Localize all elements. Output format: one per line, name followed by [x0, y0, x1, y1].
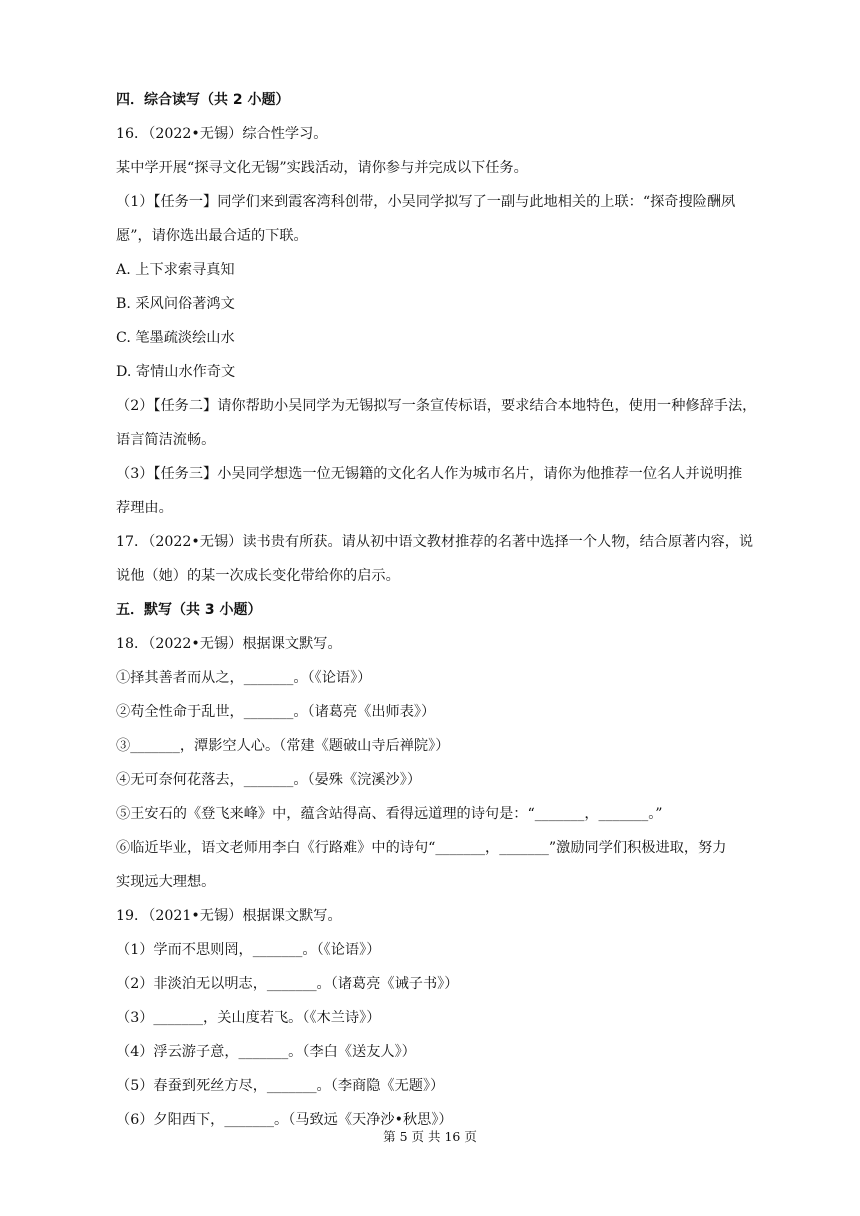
- section-heading-5: 五．默写（共 3 小题）: [116, 602, 262, 618]
- question-17-line2: 说他（她）的某一次成长变化带给你的启示。: [116, 568, 400, 584]
- option-c: C. 笔墨疏淡绘山水: [116, 330, 235, 346]
- question-19-item-3: （3）_______，关山度若飞。（《木兰诗》）: [116, 1010, 381, 1026]
- question-16-intro: 某中学开展“探寻文化无锡”实践活动，请你参与并完成以下任务。: [116, 160, 528, 176]
- question-18-item-6-line2: 实现远大理想。: [116, 874, 216, 890]
- page-footer: 第 5 页 共 16 页: [383, 1129, 477, 1144]
- question-16-task1-line2: 愿”，请你选出最合适的下联。: [116, 228, 308, 244]
- question-19-item-4: （4）浮云游子意，_______。（李白《送友人》）: [116, 1044, 416, 1060]
- question-18-item-5: ⑤王安石的《登飞来峰》中，蕴含站得高、看得远道理的诗句是：“_______，_______。”: [116, 806, 663, 822]
- question-18-item-3: ③_______，潭影空人心。（常建《题破山寺后禅院》）: [116, 738, 450, 754]
- section-heading-4: 四．综合读写（共 2 小题）: [116, 92, 290, 108]
- question-16-stem: 16．（2022•无锡）综合性学习。: [116, 126, 328, 142]
- question-18-item-1: ①择其善者而从之，_______。（《论语》）: [116, 670, 372, 686]
- question-16-task2-line1: （2）【任务二】请你帮助小吴同学为无锡拟写一条宣传标语，要求结合本地特色，使用一种修辞手法，: [116, 398, 757, 414]
- question-17-line1: 17．（2022•无锡）读书贵有所获。请从初中语文教材推荐的名著中选择一个人物，结合原著内容，说: [116, 534, 754, 550]
- question-19-item-6: （6）夕阳西下，_______。（马致远《天净沙•秋思》）: [116, 1112, 453, 1128]
- question-19-item-5: （5）春蚕到死丝方尽，_______。（李商隐《无题》）: [116, 1078, 445, 1094]
- question-19-item-2: （2）非淡泊无以明志，_______。（诸葛亮《诫子书》）: [116, 976, 459, 992]
- question-16-task3-line2: 荐理由。: [116, 500, 173, 516]
- option-d: D. 寄情山水作奇文: [116, 364, 236, 380]
- question-16-task3-line1: （3）【任务三】小吴同学想选一位无锡籍的文化名人作为城市名片，请你为他推荐一位名人并说明推: [116, 466, 743, 482]
- option-a: A. 上下求索寻真知: [116, 262, 235, 278]
- question-16-task2-line2: 语言简洁流畅。: [116, 432, 216, 448]
- question-18-item-2: ②苟全性命于乱世，_______。（诸葛亮《出师表》）: [116, 704, 436, 720]
- question-19-item-1: （1）学而不思则罔，_______。（《论语》）: [116, 942, 381, 958]
- option-b: B. 采风问俗著鸿文: [116, 296, 235, 312]
- question-19-stem: 19．（2021•无锡）根据课文默写。: [116, 908, 342, 924]
- question-18-item-4: ④无可奈何花落去，_______。（晏殊《浣溪沙》）: [116, 772, 422, 788]
- question-18-item-6-line1: ⑥临近毕业，语文老师用李白《行路难》中的诗句“_______，_______”激励同学们积极进取，努力: [116, 840, 727, 856]
- question-16-task1-line1: （1）【任务一】同学们来到霞客湾科创带，小吴同学拟写了一副与此地相关的上联：“探奇搜险酬夙: [116, 194, 736, 210]
- question-18-stem: 18．（2022•无锡）根据课文默写。: [116, 636, 342, 652]
